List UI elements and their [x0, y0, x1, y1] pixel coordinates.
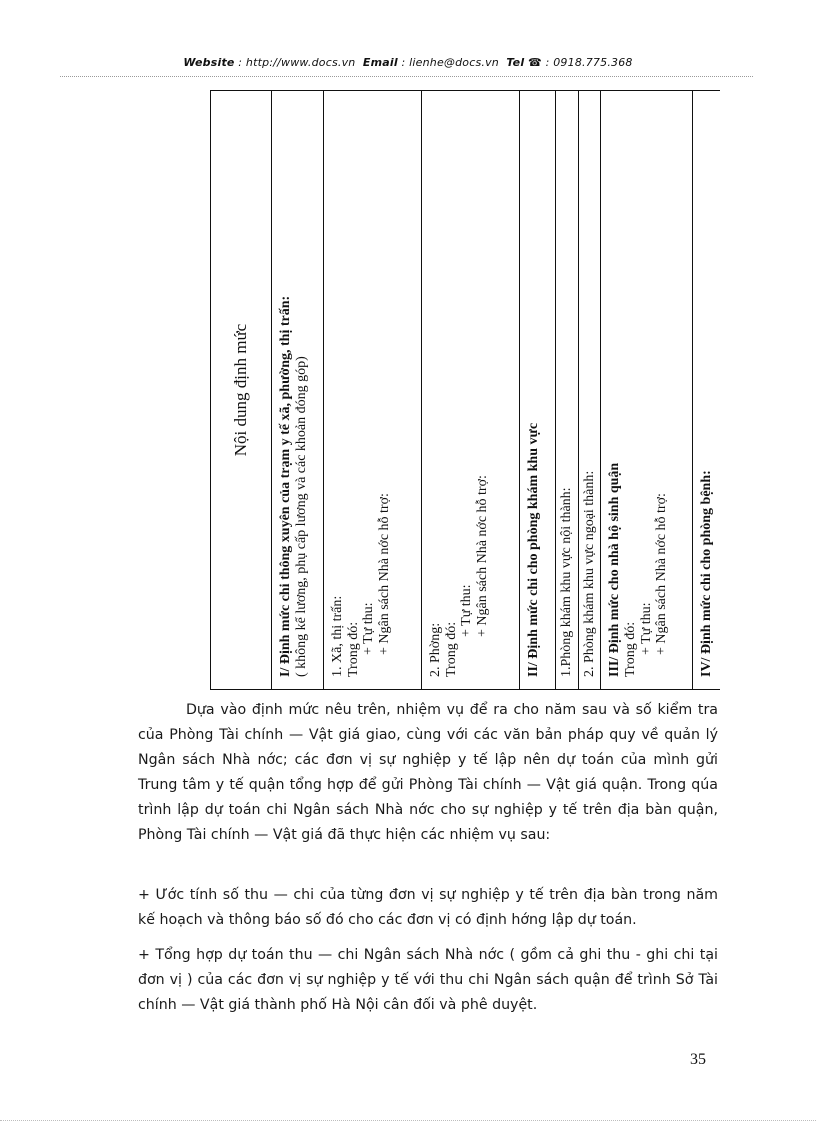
email-value: : lienhe@docs.vn	[401, 56, 499, 69]
norms-table-rotated	[210, 90, 720, 690]
table-row	[556, 91, 579, 690]
phone-icon: ☎	[528, 56, 542, 69]
row-subtitle: Trong đó:	[623, 621, 639, 677]
row-item: + Ngân sách Nhà nớc hỗ trợ:	[377, 493, 393, 655]
tel-label: Tel	[506, 56, 525, 69]
table-row	[520, 91, 556, 690]
website-value: : http://www.docs.vn	[238, 56, 356, 69]
table-cell	[272, 91, 324, 690]
website-label: Website	[183, 56, 235, 69]
body-paragraph-2: + Ước tính số thu — chi của từng đơn vị sự nghiệp y tế trên địa bàn trong năm kế hoạch và thông báo số đó cho các đơn vị có định hớng lập dự toán.	[138, 887, 718, 928]
row-title: I/ Định mức chi thông xuyên của trạm y tế xã, phường, thị trấn:	[278, 295, 293, 677]
row-item: + Ngân sách Nhà nớc hỗ trợ:	[475, 475, 491, 637]
norms-table-container	[210, 90, 720, 690]
row-item: + Ngân sách Nhà nớc hỗ trợ:	[654, 493, 670, 655]
row-title: II/ Định mức chi cho phòng khám khu vực	[526, 422, 541, 677]
body-paragraph-3: + Tổng hợp dự toán thu — chi Ngân sách Nhà nớc ( gồm cả ghi thu - ghi chi tại đơn vị ) của các đơn vị sự nghiệp y tế với thu chi Ngân sách quận để trình Sở Tài chính — Vật giá thành phố Hà Nội cân đối và phê duyệt.	[138, 947, 718, 1013]
page-header	[0, 56, 816, 69]
table-row	[272, 91, 324, 690]
table-cell	[556, 91, 579, 690]
row-title: 2. Phờng:	[428, 622, 443, 677]
table-row	[601, 91, 693, 690]
norms-table	[210, 90, 720, 690]
table-header-row	[211, 91, 272, 690]
row-item: + Tự thu:	[638, 602, 654, 655]
tel-value: : 0918.775.368	[545, 56, 633, 69]
row-subtitle: Trong đó:	[443, 621, 459, 677]
row-title: III/ Định mức cho nhà hộ sinh quận	[607, 462, 623, 677]
table-cell	[520, 91, 556, 690]
page-number: 35	[690, 1051, 706, 1068]
table-cell	[693, 91, 720, 690]
table-cell	[601, 91, 693, 690]
row-item: + Tự thu:	[459, 584, 475, 637]
email-label: Email	[362, 56, 398, 69]
bottom-rule	[0, 1120, 816, 1121]
table-cell	[578, 91, 601, 690]
table-row	[693, 91, 720, 690]
row-subtitle: Trong đó:	[345, 621, 361, 677]
row-note: ( không kể lương, phụ cấp lương và các khoản đóng góp)	[293, 356, 309, 677]
table-row	[578, 91, 601, 690]
table-cell	[422, 91, 520, 690]
table-row	[324, 91, 422, 690]
row-item: + Tự thu:	[361, 602, 377, 655]
row-title: 1.Phòng khám khu vực nội thành:	[559, 487, 574, 677]
row-title: 1. Xã, thị trấn:	[330, 595, 345, 677]
table-header-cell: Nội dung định mức	[211, 91, 272, 690]
header-rule	[60, 76, 753, 77]
table-row	[422, 91, 520, 690]
table-cell	[324, 91, 422, 690]
row-title: IV/ Định mức chi cho phòng bệnh:	[699, 470, 715, 677]
body-paragraph-1: Dựa vào định mức nêu trên, nhiệm vụ để ra cho năm sau và số kiểm tra của Phòng Tài chính — Vật giá giao, cùng với các văn bản pháp quy về quản lý Ngân sách Nhà nớc; các đơn vị sự nghiệp y tế lập nên dự toán của mình gửi Trung tâm y tế quận tổng hợp để gửi Phòng Tài chính — Vật giá quận. Trong qúa trình lập dự toán chi Ngân sách Nhà nớc cho sự nghiệp y tế trên địa bàn quận, Phòng Tài chính — Vật giá đã thực hiện các nhiệm vụ sau:	[138, 702, 718, 843]
row-title: 2. Phòng khám khu vực ngoại thành:	[581, 470, 597, 677]
